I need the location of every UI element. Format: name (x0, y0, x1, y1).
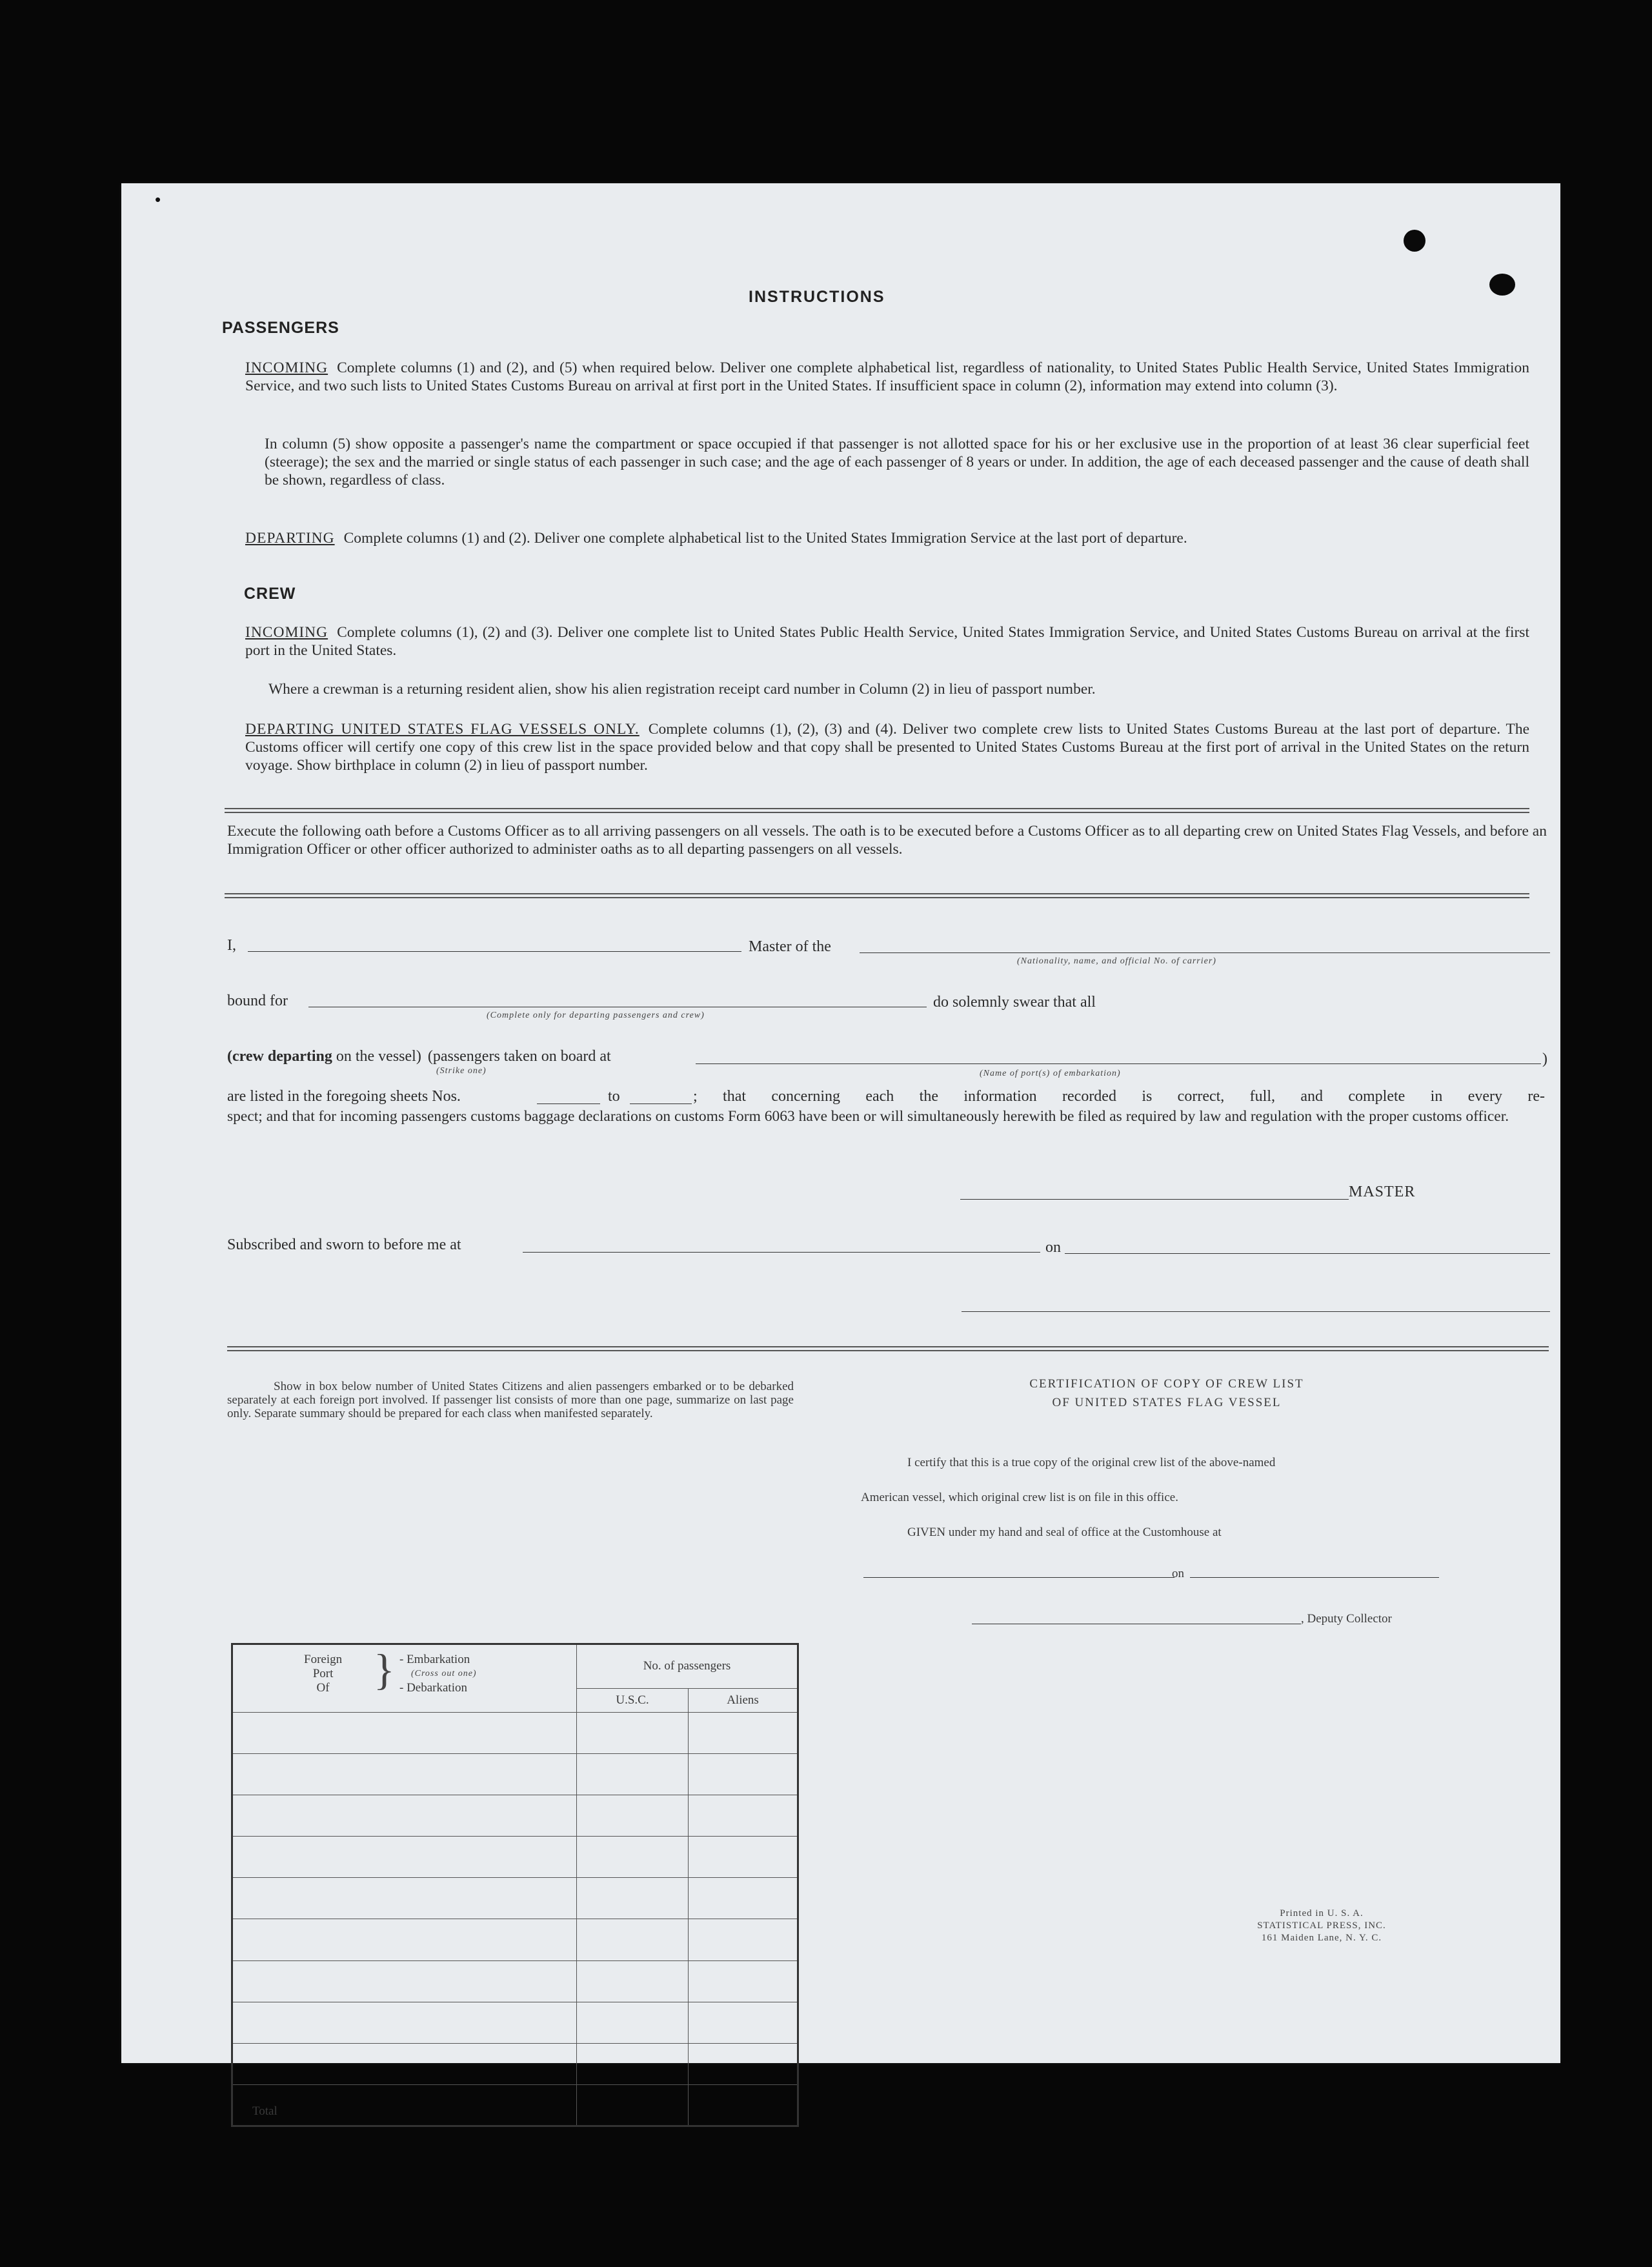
cross-out-caption: (Cross out one) (411, 1669, 477, 1678)
aliens-cell[interactable] (689, 1878, 798, 1919)
certification-title-line2: OF UNITED STATES FLAG VESSEL (1052, 1396, 1282, 1409)
deputy-collector-label: , Deputy Collector (1301, 1612, 1392, 1626)
given-line: GIVEN under my hand and seal of office at the Customhouse at (907, 1526, 1222, 1539)
passengers-incoming-paragraph (245, 359, 1529, 395)
table-row (232, 1837, 798, 1878)
crew-passengers-line (227, 1048, 611, 1065)
total-row (232, 2084, 798, 2126)
crew-resident-paragraph: Where a crewman is a returning resident alien, show his alien registration receipt card number in Column (2) in lieu of passport number. (268, 681, 1096, 698)
no-passengers-header: No. of passengers (577, 1644, 798, 1689)
foreign-port-header (232, 1644, 577, 1713)
aliens-header: Aliens (689, 1688, 798, 1713)
aliens-cell[interactable] (689, 1837, 798, 1878)
table-row (232, 1795, 798, 1837)
listed-sheets-label: are listed in the foregoing sheets Nos. (227, 1088, 461, 1105)
certify-line2: American vessel, which original crew list is on file in this office. (861, 1491, 1178, 1504)
bound-for-label: bound for (227, 992, 288, 1009)
table-row (232, 1713, 798, 1754)
form-page (121, 183, 1560, 2118)
crew-departing-label: DEPARTING UNITED STATES FLAG VESSELS ONLY. (245, 721, 640, 738)
cert-on-label: on (1172, 1567, 1184, 1580)
close-paren: ) (1542, 1051, 1547, 1067)
usc-header: U.S.C. (577, 1688, 689, 1713)
cert-date-field[interactable] (1190, 1577, 1439, 1578)
port-cell[interactable] (232, 2002, 577, 2043)
aliens-cell[interactable] (689, 1919, 798, 1960)
port-cell[interactable] (232, 1878, 577, 1919)
strike-one-caption: (Strike one) (436, 1066, 487, 1076)
embarkation-option[interactable]: - Embarkation (399, 1653, 470, 1666)
port-cell[interactable] (232, 1919, 577, 1960)
usc-cell[interactable] (577, 1878, 689, 1919)
solemnly-swear-label: do solemnly swear that all (933, 994, 1096, 1011)
master-of-the-label: Master of the (749, 938, 831, 955)
embarkation-ports-field[interactable] (696, 1063, 1541, 1064)
i-label: I, (227, 937, 236, 954)
brace-icon: } (374, 1645, 395, 1694)
crew-incoming-text: Complete columns (1), (2) and (3). Deliver one complete list to United States Public Health Service, United States Immigration Service, and United States Customs Bureau on arrival at the first port in the United States. (245, 624, 1529, 659)
listed-to-label: to (608, 1088, 620, 1105)
aliens-cell[interactable] (689, 2043, 798, 2084)
certify-line1: I certify that this is a true copy of the original crew list of the above-named (907, 1456, 1276, 1469)
crew-departing-paragraph (245, 720, 1529, 774)
subscribed-label: Subscribed and sworn to before me at (227, 1236, 461, 1253)
sworn-place-field[interactable] (523, 1252, 1040, 1253)
crew-departing-text: Complete columns (1), (2), (3) and (4). Deliver two complete crew lists to United States Customs Bureau at the last port of departure. The Customs officer will certify one copy of this crew list in the space provided below and that copy shall be presented to United States Customs Bureau at the first port of arrival in the United States on the return voyage. Show birthplace in column (2) in lieu of passport number. (245, 721, 1529, 774)
crew-incoming-label: INCOMING (245, 624, 328, 641)
passengers-incoming-label: INCOMING (245, 359, 328, 376)
table-row (232, 1878, 798, 1919)
passengers-taken-label: (passengers taken on board at (427, 1048, 611, 1065)
instructions-title: INSTRUCTIONS (749, 288, 885, 306)
corner-mark: • (155, 190, 161, 209)
divider (225, 808, 1529, 813)
master-signature-field[interactable] (960, 1199, 1349, 1200)
certification-title-line1: CERTIFICATION OF COPY OF CREW LIST (1029, 1377, 1304, 1391)
printer-line1: Printed in U. S. A. (1280, 1908, 1364, 1919)
usc-cell[interactable] (577, 2002, 689, 2043)
passengers-incoming-text: Complete columns (1) and (2), and (5) when required below. Deliver one complete alphabetical list, regardless of nationality, to United States Public Health Service, United States Immigration Service, and two such lists to United States Customs Bureau on arrival at first port in the United States. If insufficient space in column (2), information may extend into column (3). (245, 359, 1529, 394)
aliens-cell[interactable] (689, 1960, 798, 2002)
divider (225, 893, 1529, 898)
table-row (232, 1960, 798, 2002)
aliens-cell[interactable] (689, 1754, 798, 1795)
usc-total-cell[interactable] (577, 2084, 689, 2126)
passengers-heading: PASSENGERS (222, 319, 339, 337)
port-cell[interactable] (232, 2043, 577, 2084)
port-word: Port (312, 1667, 334, 1680)
table-row (232, 1919, 798, 1960)
sheet-from-field[interactable] (537, 1103, 600, 1104)
on-the-vessel-label: on the vessel) (336, 1048, 421, 1065)
passengers-departing-text: Complete columns (1) and (2). Deliver one complete alphabetical list to the United States Immigration Service at the last port of departure. (343, 530, 1187, 547)
total-label: Total (232, 2084, 577, 2126)
printer-line3: 161 Maiden Lane, N. Y. C. (1261, 1933, 1382, 1943)
foreign-word: Foreign (304, 1653, 343, 1666)
passenger-summary-table (231, 1643, 799, 2127)
name-of-ports-caption: (Name of port(s) of embarkation) (980, 1069, 1121, 1078)
port-cell[interactable] (232, 1795, 577, 1837)
summary-instructions: Show in box below number of United States Citizens and alien passengers embarked or to be debarked separately at each foreign port involved. If passenger list consists of more than one page, summarize on last page only. Separate summary should be prepared for each class when manifested separately. (227, 1380, 794, 1420)
carrier-field[interactable] (860, 952, 1550, 953)
listed-text-b: ; that concerning each the information recorded is correct, full, and complete in every re- (693, 1088, 1545, 1105)
punch-hole-icon (1489, 274, 1515, 296)
printer-line2: STATISTICAL PRESS, INC. (1257, 1920, 1386, 1931)
debarkation-option[interactable]: - Debarkation (399, 1681, 467, 1695)
sheet-to-field[interactable] (630, 1103, 692, 1104)
oath-intro: Execute the following oath before a Customs Officer as to all arriving passengers on all vessels. The oath is to be executed before a Customs Officer as to all departing crew on United States Flag Vessels, and before an Immigration Officer or other officer authorized to administer oaths as to all departing passengers on all vessels. (227, 823, 1547, 858)
usc-cell[interactable] (577, 1795, 689, 1837)
port-cell[interactable] (232, 1960, 577, 2002)
foreign-port-label (304, 1653, 342, 1695)
sworn-date-field[interactable] (1065, 1253, 1550, 1254)
embark-debark-options (399, 1653, 477, 1695)
crew-incoming-paragraph (245, 623, 1529, 660)
aliens-total-cell[interactable] (689, 2084, 798, 2126)
master-label: MASTER (1349, 1184, 1416, 1200)
punch-hole-icon (1404, 230, 1425, 252)
usc-cell[interactable] (577, 1837, 689, 1878)
customhouse-field[interactable] (863, 1577, 1174, 1578)
printer-imprint (1238, 1908, 1405, 1944)
passengers-departing-label: DEPARTING (245, 530, 335, 547)
officer-signature-field[interactable] (962, 1311, 1550, 1312)
usc-cell[interactable] (577, 2043, 689, 2084)
nationality-caption: (Nationality, name, and official No. of carrier) (1017, 956, 1216, 966)
port-cell[interactable] (232, 1713, 577, 1754)
complete-only-caption: (Complete only for departing passengers and crew) (487, 1011, 705, 1020)
listed-text-c: spect; and that for incoming passengers customs baggage declarations on customs Form 6063 have been or will simultaneously herewith be filed as required by law and regulation with the proper customs officer. (227, 1108, 1509, 1125)
sworn-on-label: on (1045, 1239, 1061, 1256)
certification-title (857, 1375, 1476, 1412)
passengers-departing-paragraph (245, 529, 1529, 547)
column5-paragraph: In column (5) show opposite a passenger's name the compartment or space occupied if that passenger is not allotted space for his or her exclusive use in the proportion of at least 36 clear superficial feet (steerage); the sex and the married or single status of each passenger in such case; and the age of each passenger of 8 years or under. In addition, the age of each deceased passenger and the cause of death shall be shown, regardless of class. (265, 436, 1529, 489)
port-cell[interactable] (232, 1754, 577, 1795)
aliens-cell[interactable] (689, 1795, 798, 1837)
usc-cell[interactable] (577, 1754, 689, 1795)
of-word: Of (316, 1681, 330, 1695)
table-row (232, 1754, 798, 1795)
usc-cell[interactable] (577, 1919, 689, 1960)
usc-cell[interactable] (577, 1960, 689, 2002)
divider (227, 1346, 1549, 1351)
aliens-cell[interactable] (689, 2002, 798, 2043)
port-cell[interactable] (232, 1837, 577, 1878)
usc-cell[interactable] (577, 1713, 689, 1754)
aliens-cell[interactable] (689, 1713, 798, 1754)
master-name-field[interactable] (248, 951, 741, 952)
table-row (232, 2043, 798, 2084)
crew-departing-label: (crew departing (227, 1048, 332, 1065)
crew-heading: CREW (244, 585, 296, 603)
table-row (232, 2002, 798, 2043)
